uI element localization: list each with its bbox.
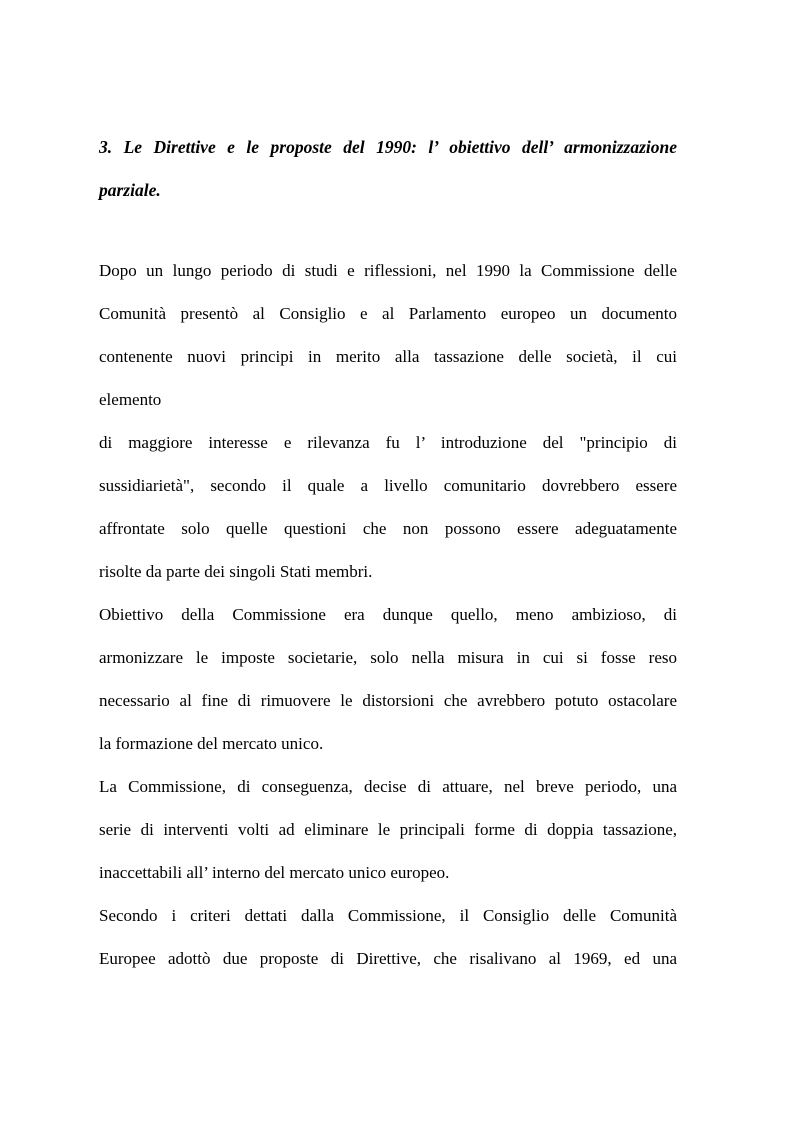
body-line: La Commissione, di conseguenza, decise di attuare, nel breve periodo, una [99, 777, 677, 796]
body-line: Secondo i criteri dettati dalla Commissione, il Consiglio delle Comunità [99, 906, 677, 925]
body-line: Obiettivo della Commissione era dunque quello, meno ambizioso, di [99, 605, 677, 624]
body-line: inaccettabili all’ interno del mercato unico europeo. [99, 863, 450, 882]
body-line: armonizzare le imposte societarie, solo nella misura in cui si fosse reso [99, 648, 677, 667]
body-line: contenente nuovi principi in merito alla tassazione delle società, il cui [99, 347, 677, 366]
body-line: sussidiarietà", secondo il quale a livello comunitario dovrebbero essere [99, 476, 677, 495]
body-paragraphs [99, 253, 677, 984]
section-heading [99, 126, 677, 212]
body-line: Europee adottò due proposte di Direttive, che risalivano al 1969, ed una [99, 949, 677, 968]
body-line: risolte da parte dei singoli Stati membri. [99, 562, 373, 581]
body-line: elemento [99, 390, 162, 409]
body-line: affrontate solo quelle questioni che non possono essere adeguatamente [99, 519, 677, 538]
body-line: necessario al fine di rimuovere le distorsioni che avrebbero potuto ostacolare [99, 691, 677, 710]
body-line: Dopo un lungo periodo di studi e riflessioni, nel 1990 la Commissione delle [99, 261, 677, 280]
body-line: di maggiore interesse e rilevanza fu l’ introduzione del "principio di [99, 433, 677, 452]
section-heading-line-1: 3. Le Direttive e le proposte del 1990: l’ obiettivo dell’ armonizzazione [99, 137, 677, 157]
body-line: serie di interventi volti ad eliminare le principali forme di doppia tassazione, [99, 820, 677, 839]
body-line: la formazione del mercato unico. [99, 734, 324, 753]
section-heading-line-2: parziale. [99, 180, 161, 200]
body-line: Comunità presentò al Consiglio e al Parlamento europeo un documento [99, 304, 677, 323]
